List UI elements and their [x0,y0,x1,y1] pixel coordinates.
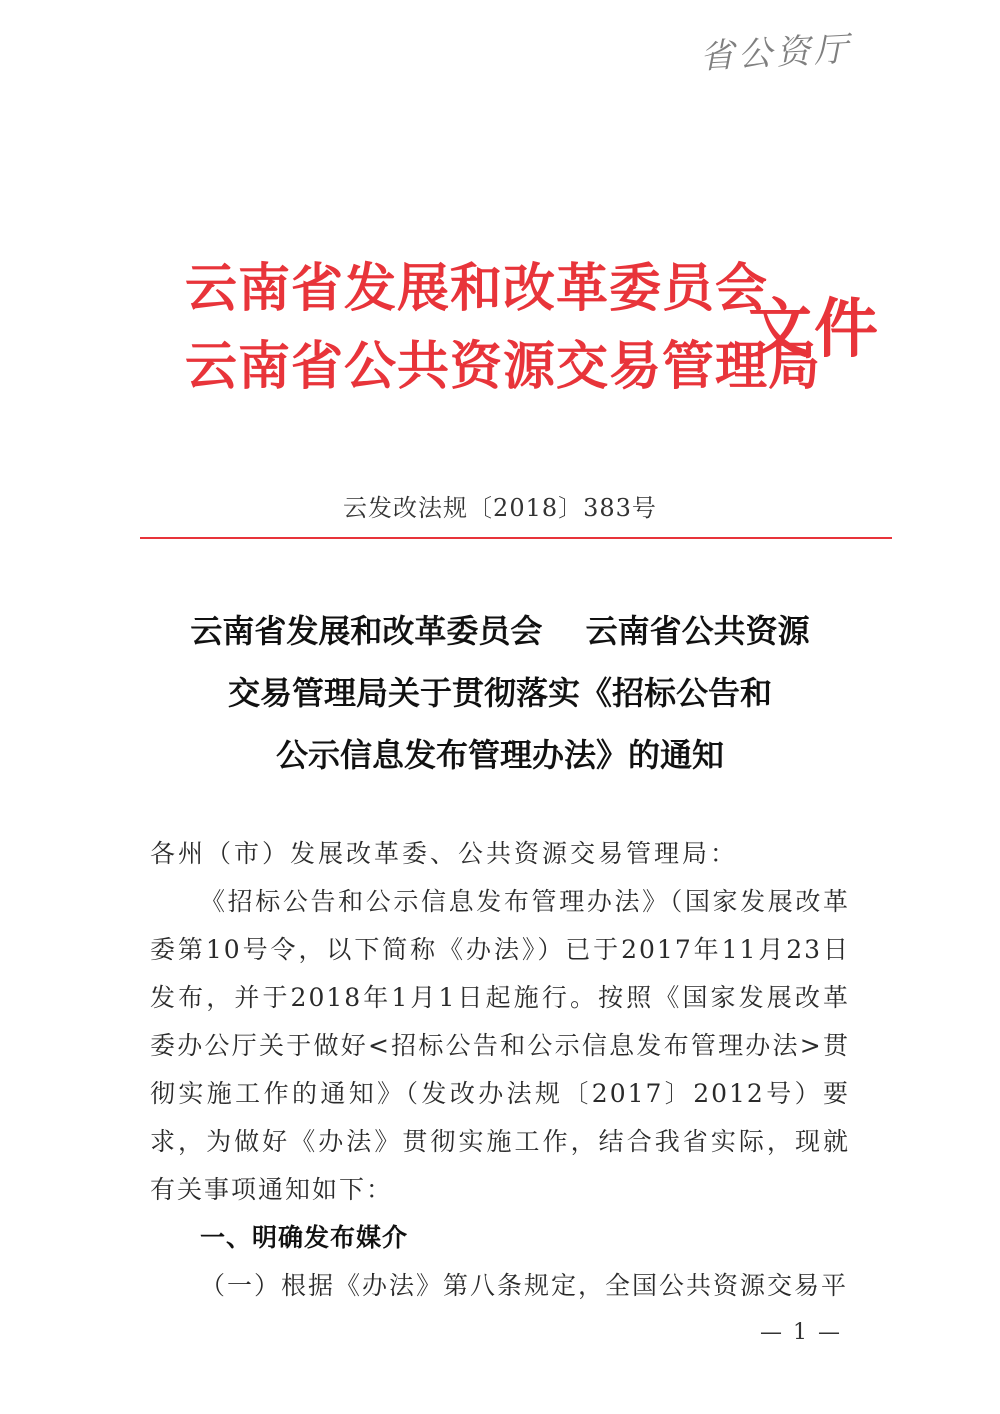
section-heading: 一、明确发布媒介 [200,1223,409,1252]
handwritten-note: 省公资厅 [699,29,853,78]
paragraph: 《招标公告和公示信息发布管理办法》（国家发展改革委第10号令，以下简称《办法》）已于2017年11月23日发布，并于2018年1月1日起施行。按照《国家发展改革委办公厅关于做好<招标公告和公示信息发布管理办法>贯彻实施工作的通知》（发改办法规〔2017〕2012号）要求，为做好《办法》贯彻实施工作，结合我省实际，现就有关事项通知如下： [150,887,850,1204]
title-line-2: 交易管理局关于贯彻落实《招标公告和 [227,674,772,712]
issuer-line-2: 云南省公共资源交易管理局 [185,336,822,397]
red-divider-line [140,537,892,539]
salutation: 各州（市）发展改革委、公共资源交易管理局： [150,839,739,868]
title-line-3: 公示信息发布管理办法》的通知 [275,736,724,774]
paragraph: （一）根据《办法》第八条规定，全国公共资源交易平 [200,1271,849,1300]
document-label: 文件 [748,293,880,367]
title-line-1: 云南省发展和改革委员会 云南省公共资源 [190,612,810,650]
document-body [150,830,850,1310]
notice-title [140,600,860,786]
document-number: 云发改法规〔2018〕383号 [343,494,657,522]
page-number: — 1 — [760,1320,842,1345]
issuer-line-1: 云南省发展和改革委员会 [185,258,769,319]
